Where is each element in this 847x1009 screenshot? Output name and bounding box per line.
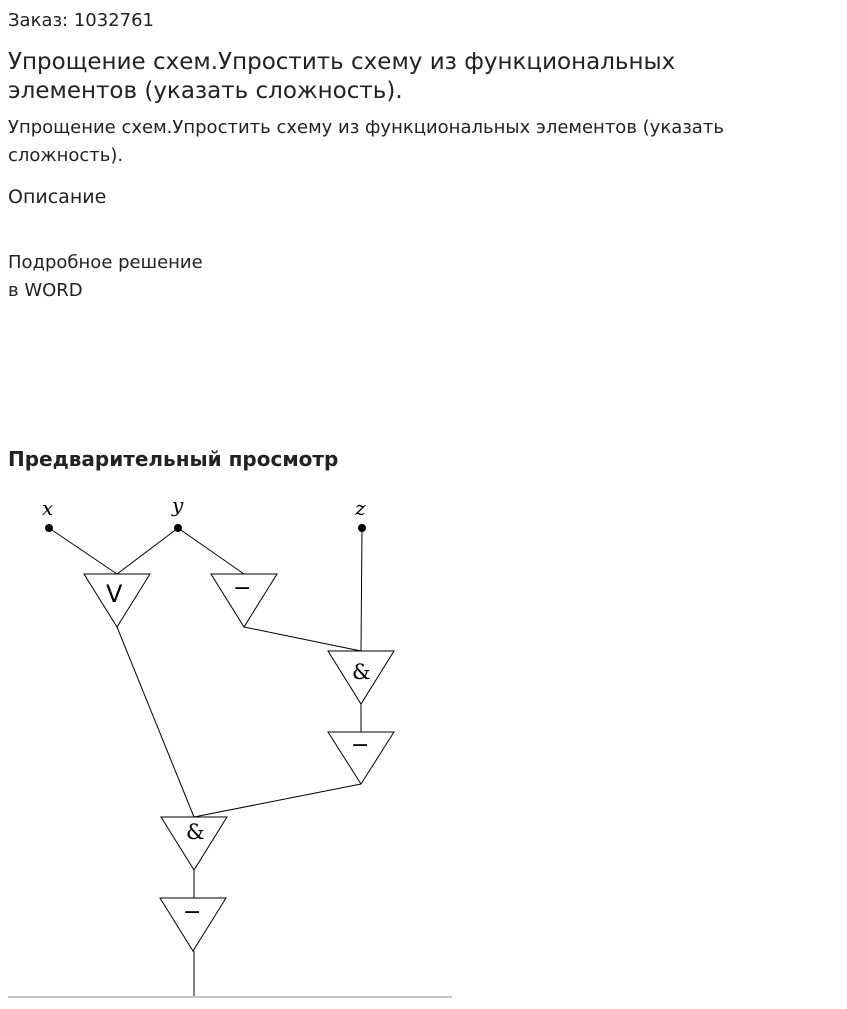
svg-text:&: & <box>186 820 205 844</box>
not-gate-y <box>211 574 277 627</box>
description-line-2: в WORD <box>8 280 83 301</box>
svg-text:x: x <box>42 496 54 520</box>
description-line-1: Подробное решение <box>8 252 203 273</box>
or-gate <box>84 574 150 627</box>
circuit-diagram <box>0 490 460 1009</box>
description-heading: Описание <box>8 186 107 208</box>
preview-heading: Предварительный просмотр <box>8 447 339 471</box>
svg-text:y: y <box>172 493 184 517</box>
input-z <box>354 496 366 532</box>
svg-text:−: − <box>233 576 252 601</box>
page-title: Упрощение схем.Упростить схему из функциональных элементов (указать сложность). <box>8 49 676 104</box>
svg-text:−: − <box>351 733 370 758</box>
svg-text:&: & <box>352 660 371 684</box>
order-number: Заказ: 1032761 <box>8 10 154 31</box>
input-x <box>42 496 53 532</box>
not-gate-output <box>160 898 226 951</box>
svg-text:z: z <box>355 496 366 520</box>
page-subtitle: Упрощение схем.Упростить схему из функциональных элементов (указать сложность). <box>8 117 724 166</box>
not-gate-and-1 <box>328 732 394 784</box>
svg-text:V: V <box>106 580 123 608</box>
input-y <box>171 493 184 532</box>
svg-text:−: − <box>183 900 202 925</box>
description-body <box>8 249 203 305</box>
and-gate-2 <box>161 817 227 870</box>
and-gate-1 <box>328 651 394 704</box>
